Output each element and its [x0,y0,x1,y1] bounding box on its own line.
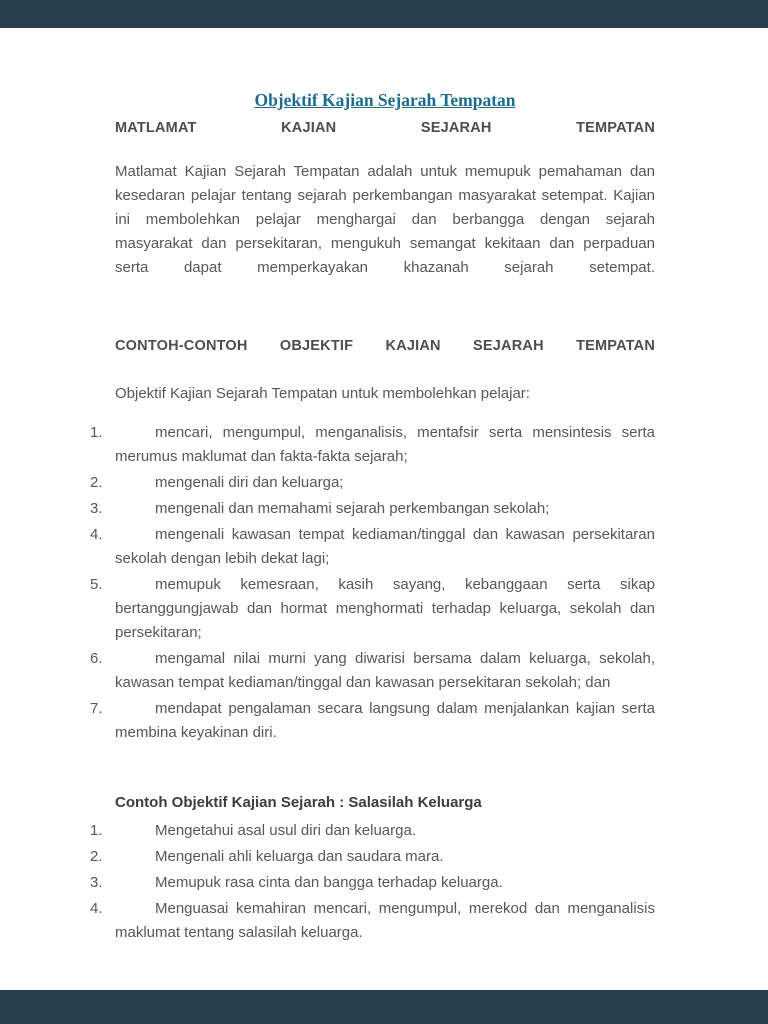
list-item-text: memupuk kemesraan, kasih sayang, kebanggaan serta sikap bertanggungjawab dan hormat menghormati terhadap keluarga, sekolah dan persekitaran; [115,576,655,641]
viewer-top-bar [0,0,768,28]
list-item [90,897,655,945]
list-item [90,697,655,745]
subheading-salasilah-keluarga: Contoh Objektif Kajian Sejarah : Salasilah Keluarga [115,794,482,811]
list-item-text: mengenali kawasan tempat kediaman/tinggal dan kawasan persekitaran sekolah dengan lebih dekat lagi; [115,526,655,567]
list-item-text: Menguasai kemahiran mencari, mengumpul, merekod dan menganalisis maklumat tentang salasilah keluarga. [115,900,655,941]
page-title [115,88,655,112]
list-item-number: 6. [90,650,103,667]
list-item [90,421,655,469]
list-item-number: 7. [90,700,103,717]
list-item-text: mendapat pengalaman secara langsung dalam menjalankan kajian serta membina keyakinan diri. [115,700,655,741]
list-intro: Objektif Kajian Sejarah Tempatan untuk membolehkan pelajar: [115,385,530,402]
viewer-bottom-bar [0,990,768,1024]
list-item-text: mengenali diri dan keluarga; [155,474,344,491]
list-item-text: mencari, mengumpul, menganalisis, mentafsir serta mensintesis serta merumus maklumat dan fakta-fakta sejarah; [115,424,655,465]
list-item-text: mengenali dan memahami sejarah perkembangan sekolah; [155,500,550,517]
salasilah-list [90,819,655,945]
list-item-text: mengamal nilai murni yang diwarisi bersama dalam keluarga, sekolah, kawasan tempat kediaman/tinggal dan kawasan persekitaran sekolah; dan [115,650,655,691]
section-heading-contoh: CONTOH-CONTOH OBJEKTIF KAJIAN SEJARAH TEMPATAN [115,338,655,354]
list-item [90,819,655,843]
list-item-number: 2. [90,474,103,491]
list-item-number: 1. [90,424,103,441]
objectives-list [90,421,655,745]
list-item-number: 1. [90,822,103,839]
list-item [90,871,655,895]
document-content [0,28,768,1024]
section-heading-matlamat: MATLAMAT KAJIAN SEJARAH TEMPATAN [115,120,655,136]
list-item-number: 5. [90,576,103,593]
list-item-number: 4. [90,900,103,917]
list-item-number: 3. [90,500,103,517]
list-item-number: 4. [90,526,103,543]
list-item [90,497,655,521]
list-item [90,573,655,645]
list-item-text: Mengenali ahli keluarga dan saudara mara. [155,848,444,865]
page-title-text: Objektif Kajian Sejarah Tempatan [254,90,516,110]
list-item-number: 2. [90,848,103,865]
list-item [90,471,655,495]
list-item-text: Memupuk rasa cinta dan bangga terhadap keluarga. [155,874,503,891]
list-item [90,845,655,869]
paragraph-matlamat: Matlamat Kajian Sejarah Tempatan adalah untuk memupuk pemahaman dan kesedaran pelajar tentang sejarah perkembangan masyarakat setempat. Kajian ini membolehkan pelajar menghargai dan berbangga dengan sejarah masyarakat dan persekitaran, mengukuh semangat kekitaan dan perpaduan serta dapat memperkayakan khazanah sejarah setempat. [115,163,655,276]
list-item [90,523,655,571]
list-item [90,647,655,695]
list-item-number: 3. [90,874,103,891]
list-item-text: Mengetahui asal usul diri dan keluarga. [155,822,416,839]
